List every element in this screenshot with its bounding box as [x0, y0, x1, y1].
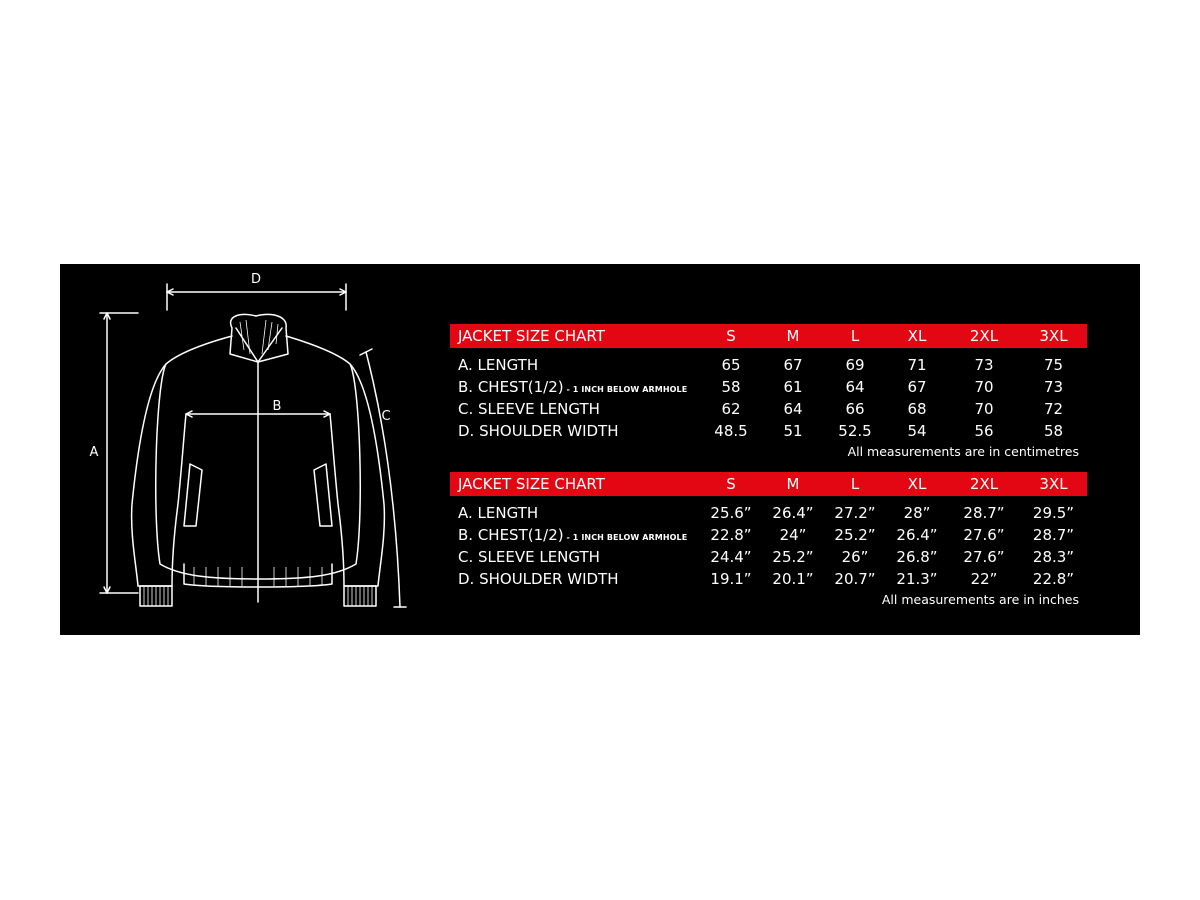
jacket-collar: [230, 315, 288, 363]
row-label: C. SLEEVE LENGTH: [458, 400, 600, 418]
table-row: [450, 398, 1087, 420]
table-cell: 70: [974, 378, 994, 396]
table-row: [450, 420, 1087, 442]
unit-footnote-cm: All measurements are in centimetres: [847, 444, 1079, 459]
size-col-header: XL: [886, 472, 948, 496]
table-cell: 67: [783, 356, 803, 374]
size-col-header: L: [824, 472, 886, 496]
table-cell: 25.2”: [834, 526, 876, 544]
table-cell: 51: [783, 422, 803, 440]
table-row: [450, 568, 1087, 590]
table-cell: 28”: [903, 504, 931, 522]
row-label: A. LENGTH: [458, 504, 539, 522]
table-cell: 25.6”: [710, 504, 752, 522]
table-cell: 58: [1043, 422, 1064, 440]
size-col-header: S: [700, 472, 762, 496]
label-b: B: [272, 399, 282, 414]
table-cell: 70: [974, 400, 994, 418]
table-cell: 25.2”: [772, 548, 814, 566]
size-col-header: S: [700, 324, 762, 348]
table-cell: 52.5: [838, 422, 872, 440]
table-cell: 68: [907, 400, 927, 418]
label-d: D: [250, 272, 262, 287]
table-cell: 48.5: [714, 422, 748, 440]
row-label: A. LENGTH: [458, 356, 539, 374]
table-cell: 24.4”: [710, 548, 752, 566]
table-cell: 54: [907, 422, 927, 440]
size-col-header: 3XL: [1020, 324, 1087, 348]
table-cell: 27.6”: [963, 548, 1005, 566]
table-cell: 64: [783, 400, 803, 418]
table-cell: 71: [907, 356, 927, 374]
table-header: [450, 472, 1087, 496]
table-title: JACKET SIZE CHART: [450, 324, 700, 348]
table-cell: 66: [845, 400, 865, 418]
size-tables: [450, 324, 1083, 610]
table-cell: 58: [721, 378, 741, 396]
table-cell: 65: [721, 356, 741, 374]
table-cell: 28.3”: [1032, 548, 1075, 566]
table-cell: 20.7”: [834, 570, 876, 588]
table-cell: 26.4”: [772, 504, 814, 522]
unit-footnote-inches: All measurements are in inches: [881, 592, 1079, 607]
table-cell: 27.2”: [834, 504, 876, 522]
table-row: [450, 354, 1087, 376]
table-cell: 19.1”: [710, 570, 752, 588]
size-table-cm: [450, 324, 1087, 442]
table-cell: 73: [1043, 378, 1064, 396]
row-label: B. CHEST(1/2) - 1 INCH BELOW ARMHOLE: [458, 378, 688, 396]
row-label: D. SHOULDER WIDTH: [458, 422, 619, 440]
table-cell: 69: [845, 356, 865, 374]
table-row: [450, 524, 1087, 546]
row-label: B. CHEST(1/2) - 1 INCH BELOW ARMHOLE: [458, 526, 688, 544]
table-cell: 26”: [841, 548, 869, 566]
row-label: D. SHOULDER WIDTH: [458, 570, 619, 588]
table-header: [450, 324, 1087, 348]
table-cell: 67: [907, 378, 927, 396]
size-col-header: 2XL: [948, 324, 1020, 348]
table-cell: 61: [783, 378, 803, 396]
table-cell: 20.1”: [772, 570, 814, 588]
table-cell: 56: [974, 422, 994, 440]
size-col-header: L: [824, 324, 886, 348]
table-cell: 64: [845, 378, 865, 396]
table-cell: 62: [721, 400, 741, 418]
table-cell: 22”: [970, 570, 998, 588]
table-title: JACKET SIZE CHART: [450, 472, 700, 496]
size-chart-panel: [60, 264, 1140, 635]
label-a: A: [89, 445, 99, 460]
table-cell: 28.7”: [963, 504, 1005, 522]
table-cell: 22.8”: [1032, 570, 1075, 588]
size-table-inches: [450, 472, 1087, 590]
table-row: [450, 502, 1087, 524]
label-c: C: [381, 409, 391, 424]
table-cell: 28.7”: [1032, 526, 1075, 544]
table-cell: 22.8”: [710, 526, 752, 544]
table-cell: 72: [1043, 400, 1064, 418]
size-col-header: XL: [886, 324, 948, 348]
table-cell: 26.8”: [896, 548, 938, 566]
table-cell: 29.5”: [1032, 504, 1075, 522]
dimension-c-line: [366, 352, 400, 607]
table-cell: 21.3”: [896, 570, 938, 588]
size-col-header: M: [762, 472, 824, 496]
size-col-header: 2XL: [948, 472, 1020, 496]
table-row: [450, 546, 1087, 568]
table-cell: 24”: [779, 526, 807, 544]
row-label: C. SLEEVE LENGTH: [458, 548, 600, 566]
jacket-diagram: [60, 264, 440, 635]
table-cell: 26.4”: [896, 526, 938, 544]
table-row: [450, 376, 1087, 398]
size-col-header: M: [762, 324, 824, 348]
table-cell: 73: [974, 356, 994, 374]
table-cell: 75: [1043, 356, 1064, 374]
size-col-header: 3XL: [1020, 472, 1087, 496]
table-cell: 27.6”: [963, 526, 1005, 544]
